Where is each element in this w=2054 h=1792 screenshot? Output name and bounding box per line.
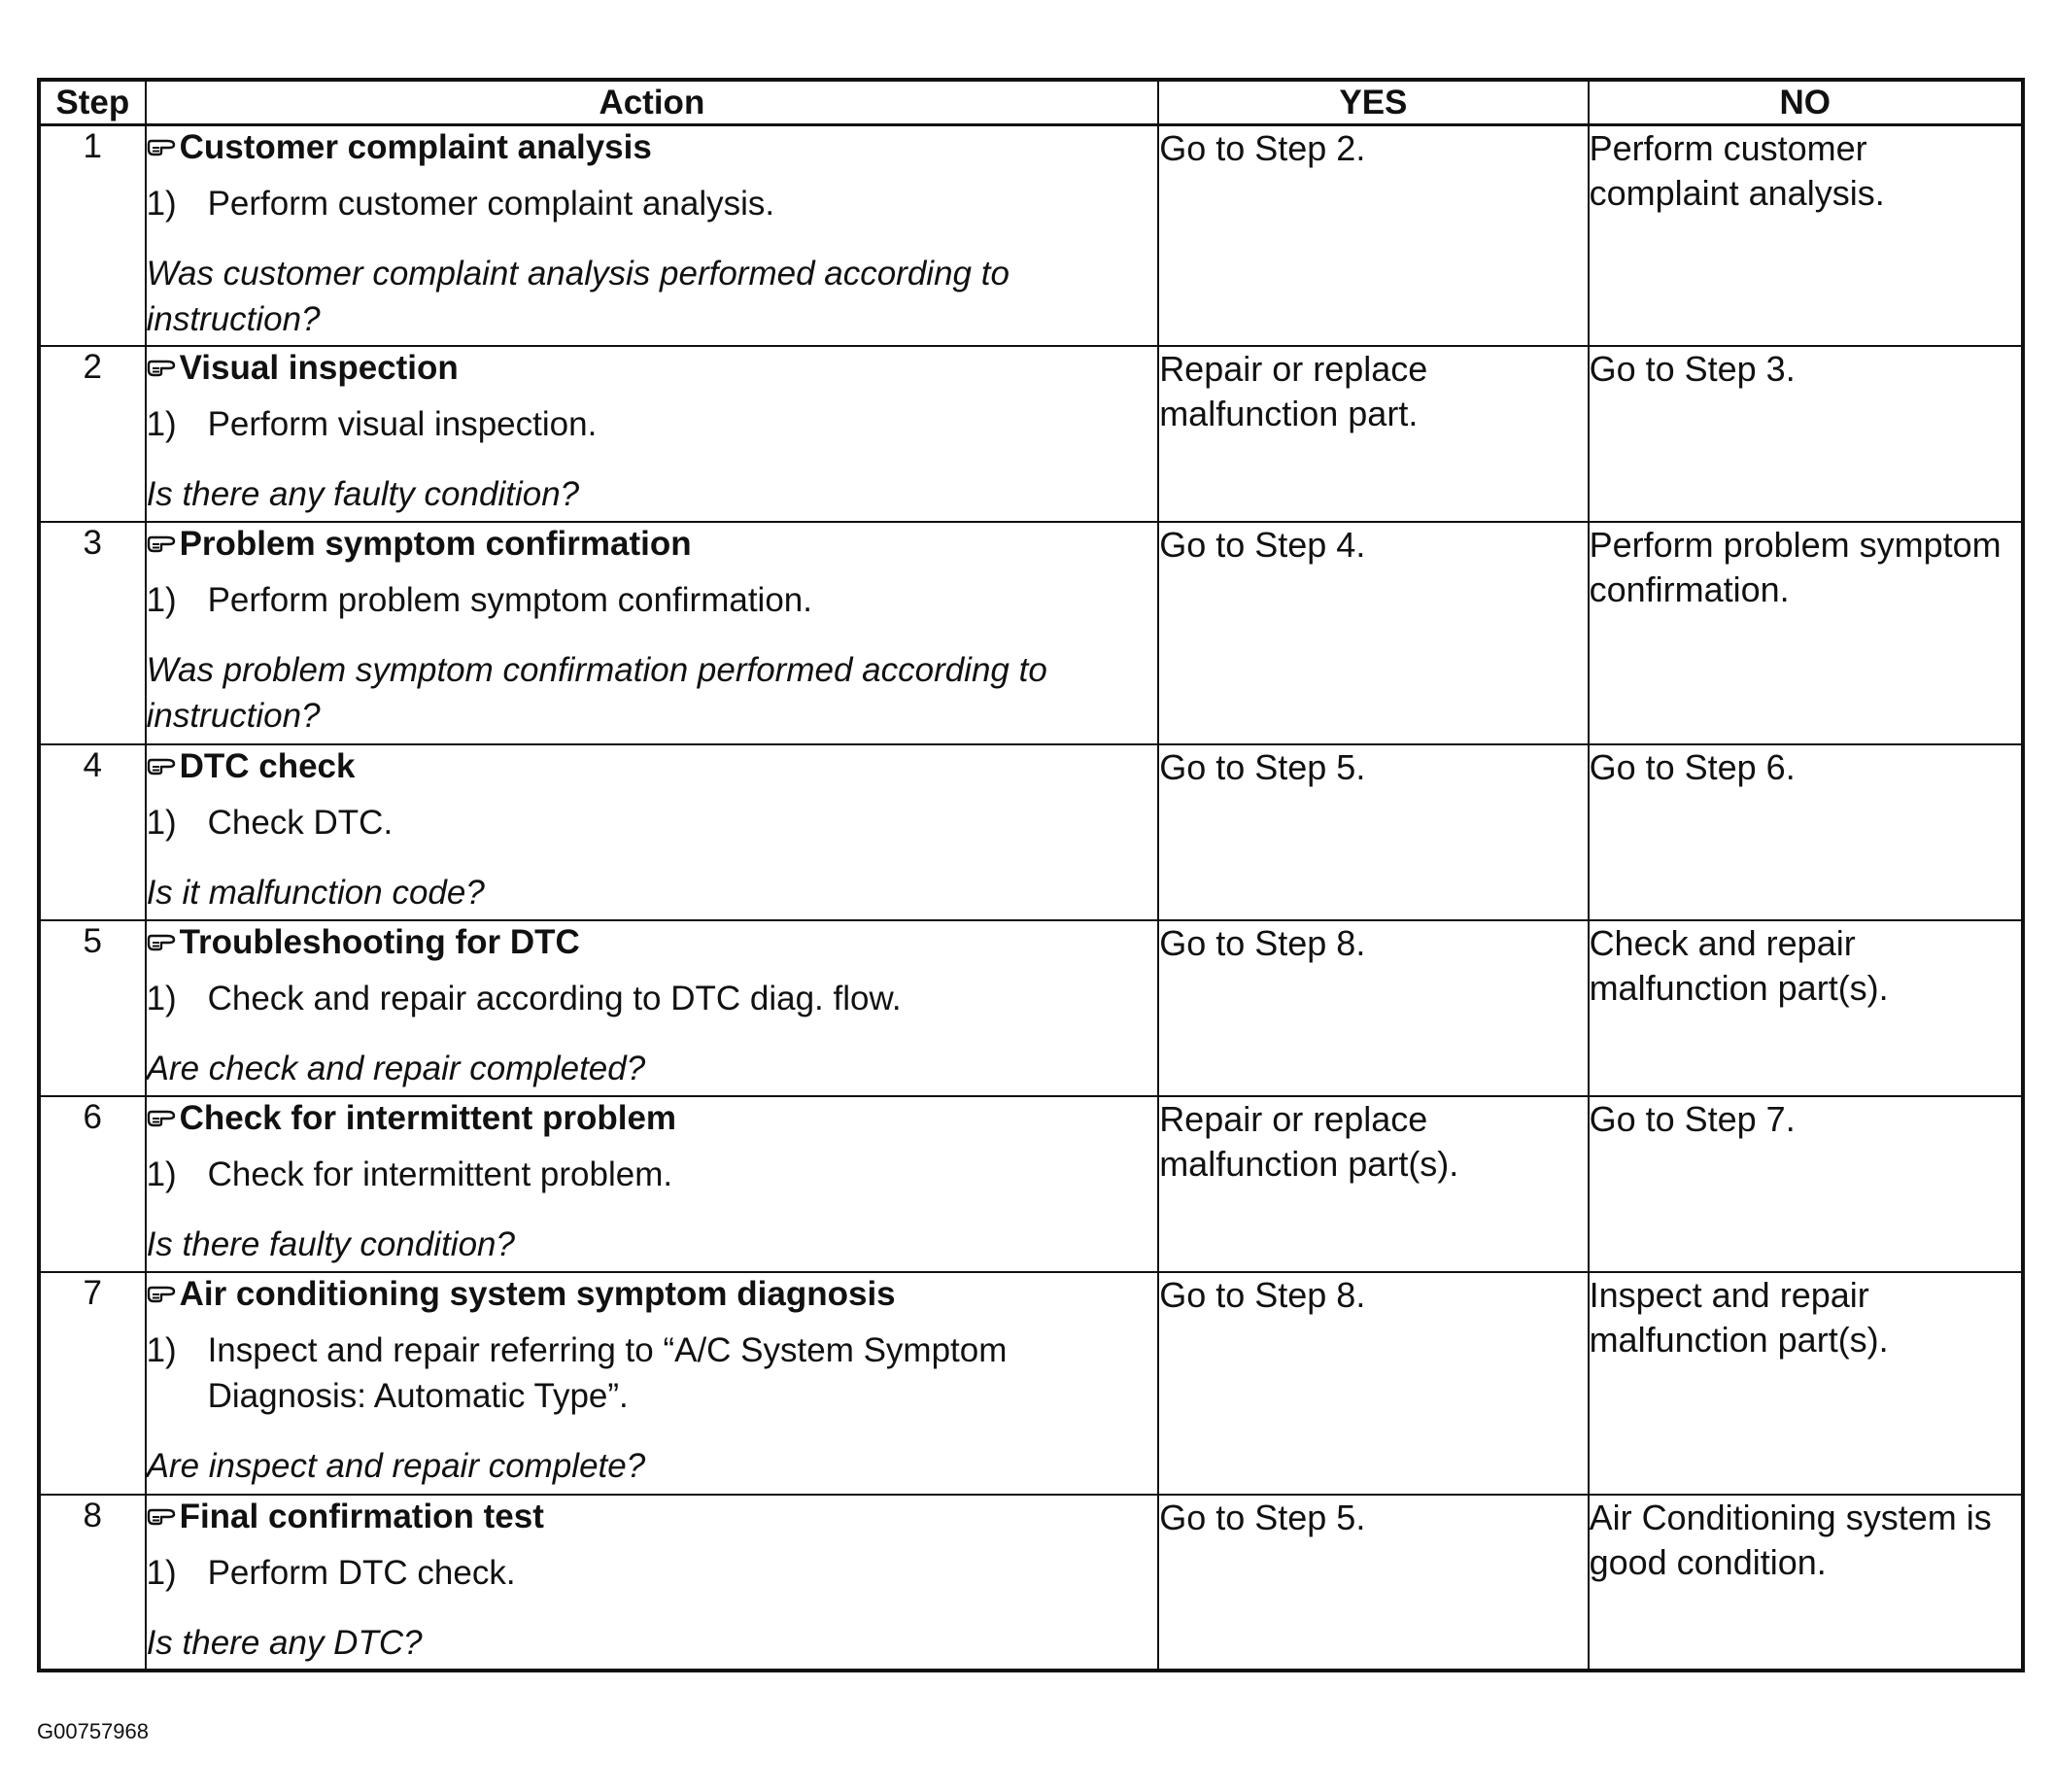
substep-text: Perform DTC check. [207, 1553, 516, 1592]
table-row [39, 1272, 2023, 1495]
action-title: DTC check [179, 746, 356, 785]
action-title: Visual inspection [179, 348, 459, 387]
table-row [39, 346, 2023, 522]
substep [147, 181, 1158, 226]
action-title-line [147, 1097, 1158, 1140]
yes-result: Go to Step 4. [1158, 522, 1588, 744]
step-number: 2 [39, 346, 146, 522]
action-cell [146, 744, 1159, 920]
substep [147, 976, 1158, 1021]
no-result: Check and repair malfunction part(s). [1589, 920, 2023, 1096]
yes-result: Go to Step 2. [1158, 125, 1588, 346]
yes-result: Go to Step 8. [1158, 1272, 1588, 1495]
action-title: Check for intermittent problem [179, 1098, 677, 1137]
check-question: Is there faulty condition? [146, 1224, 515, 1263]
action-cell [146, 1495, 1159, 1671]
table-row [39, 125, 2023, 346]
no-result: Go to Step 3. [1589, 346, 2023, 522]
step-number: 4 [39, 744, 146, 920]
table-body [39, 125, 2023, 1671]
header-step: Step [39, 80, 146, 125]
step-number: 7 [39, 1272, 146, 1495]
action-title-line [147, 126, 1158, 169]
action-title: Problem symptom confirmation [179, 524, 692, 563]
substep-number: 1) [146, 580, 177, 619]
pointing-hand-icon [147, 1110, 176, 1127]
table-header-row [39, 80, 2023, 125]
substep [147, 1550, 1158, 1596]
pointing-hand-icon [147, 758, 176, 775]
step-number: 1 [39, 125, 146, 346]
figure-code: G00757968 [37, 1719, 149, 1743]
substep-text: Perform visual inspection. [207, 404, 598, 443]
step-number: 5 [39, 920, 146, 1096]
substep-text: Check DTC. [207, 803, 394, 842]
substep-number: 1) [146, 1553, 177, 1592]
table-row [39, 1495, 2023, 1671]
pointing-hand-icon [147, 139, 176, 156]
action-cell [146, 920, 1159, 1096]
yes-result: Repair or replace malfunction part. [1158, 346, 1588, 522]
check-question: Is there any DTC? [146, 1623, 423, 1662]
step-number: 8 [39, 1495, 146, 1671]
table-row [39, 744, 2023, 920]
yes-result: Repair or replace malfunction part(s). [1158, 1096, 1588, 1272]
action-title: Troubleshooting for DTC [179, 922, 580, 961]
table-row [39, 920, 2023, 1096]
header-no: NO [1589, 80, 2023, 125]
pointing-hand-icon [147, 1286, 176, 1303]
pointing-hand-icon [147, 360, 176, 377]
substep-text: Inspect and repair referring to “A/C System Symptom Diagnosis: Automatic Type”. [207, 1330, 1008, 1415]
pointing-hand-icon [147, 934, 176, 951]
check-question: Are inspect and repair complete? [146, 1446, 646, 1485]
check-question: Is there any faulty condition? [146, 474, 580, 513]
no-result: Go to Step 6. [1589, 744, 2023, 920]
substep-number: 1) [146, 979, 177, 1017]
substep [147, 800, 1158, 845]
action-title-line [147, 523, 1158, 566]
header-yes: YES [1158, 80, 1588, 125]
action-cell [146, 1272, 1159, 1495]
action-title-line [147, 1496, 1158, 1538]
check-question: Was customer complaint analysis performed according to instruction? [146, 255, 1010, 338]
table-row [39, 522, 2023, 744]
action-title-line [147, 347, 1158, 390]
yes-result: Go to Step 5. [1158, 1495, 1588, 1671]
substep-text: Check and repair according to DTC diag. flow. [207, 979, 902, 1017]
action-title-line [147, 921, 1158, 964]
action-cell [146, 125, 1159, 346]
check-question: Are check and repair completed? [146, 1049, 646, 1087]
pointing-hand-icon [147, 535, 176, 553]
yes-result: Go to Step 5. [1158, 744, 1588, 920]
no-result: Perform customer complaint analysis. [1589, 125, 2023, 346]
no-result: Go to Step 7. [1589, 1096, 2023, 1272]
action-title: Final confirmation test [179, 1497, 544, 1535]
action-cell [146, 1096, 1159, 1272]
substep-text: Check for intermittent problem. [207, 1154, 673, 1193]
substep-number: 1) [146, 185, 177, 223]
substep [147, 1152, 1158, 1197]
step-number: 3 [39, 522, 146, 744]
action-cell [146, 346, 1159, 522]
substep-number: 1) [146, 803, 177, 842]
check-question: Was problem symptom confirmation performed according to instruction? [146, 650, 1047, 735]
diagnostic-flow-table [37, 78, 2025, 1672]
action-title: Customer complaint analysis [179, 128, 652, 166]
action-title: Air conditioning system symptom diagnosis [179, 1274, 896, 1313]
substep [147, 1327, 1158, 1419]
check-question: Is it malfunction code? [146, 873, 485, 912]
header-action: Action [146, 80, 1159, 125]
substep-number: 1) [146, 1330, 177, 1369]
substep [147, 401, 1158, 447]
substep-number: 1) [146, 1154, 177, 1193]
substep [147, 577, 1158, 623]
step-number: 6 [39, 1096, 146, 1272]
action-title-line [147, 745, 1158, 788]
substep-number: 1) [146, 404, 177, 443]
yes-result: Go to Step 8. [1158, 920, 1588, 1096]
no-result: Perform problem symptom confirmation. [1589, 522, 2023, 744]
substep-text: Perform customer complaint analysis. [207, 185, 775, 223]
action-cell [146, 522, 1159, 744]
pointing-hand-icon [147, 1508, 176, 1526]
no-result: Air Conditioning system is good condition. [1589, 1495, 2023, 1671]
no-result: Inspect and repair malfunction part(s). [1589, 1272, 2023, 1495]
substep-text: Perform problem symptom confirmation. [207, 580, 812, 619]
action-title-line [147, 1273, 1158, 1316]
table-row [39, 1096, 2023, 1272]
